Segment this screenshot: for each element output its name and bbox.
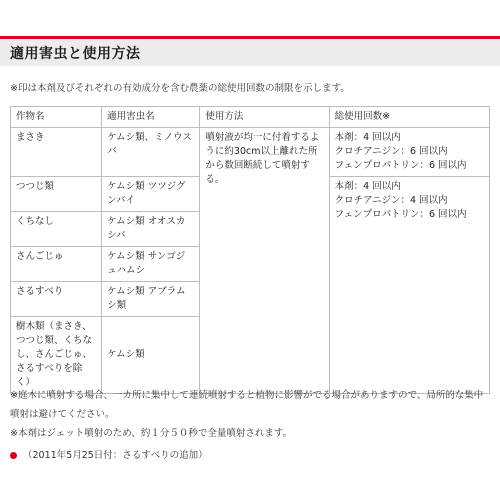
header-method: 使用方法 (200, 107, 329, 128)
header-total-count: 総使用回数※ (329, 107, 489, 128)
table-row (11, 128, 490, 177)
pest-cell: ケムシ類 サンゴジュハムシ (102, 247, 200, 282)
spray-caution-note: ※庭木に噴射する場合、一カ所に集中して連続噴射すると植物に影響がでる場合がありますので、局所的な集中噴射は避けてください。 (10, 390, 484, 420)
count-cell-group2 (329, 177, 489, 394)
crop-cell: まさき (11, 128, 102, 177)
crop-cell: 樹木類（まさき、つつじ類、くちなし、さんごじゅ、さるすべりを除く） (11, 317, 102, 394)
header-pest: 適用害虫名 (102, 107, 200, 128)
update-text: （2011年5月25日付：さるすべりの追加） (23, 450, 208, 461)
count-line: クロチアニジン：6 回以内 (334, 146, 448, 157)
method-cell (200, 128, 329, 394)
pest-cell: ケムシ類 ツツジグンバイ (102, 177, 200, 212)
method-text: 噴射液が均一に付着するように約30cm以上離れた所から数回断続して噴射する。 (205, 132, 320, 185)
section-title: 適用害虫と使用方法 (10, 46, 141, 62)
pest-cell: ケムシ類 オオスカシバ (102, 212, 200, 247)
crop-cell: くちなし (11, 212, 102, 247)
count-line: フェンプロパトリン：6 回以内 (334, 160, 467, 171)
count-line: フェンプロパトリン：6 回以内 (334, 209, 467, 220)
crop-cell: さんごじゅ (11, 247, 102, 282)
count-line: 本剤：4 回以内 (334, 132, 401, 143)
count-line: 本剤：4 回以内 (334, 181, 401, 192)
spray-duration-note: ※本剤はジェット噴射のため、約１分５０秒で全量噴射されます。 (10, 428, 293, 439)
pest-cell: ケムシ類 アブラムシ類 (102, 282, 200, 317)
usage-table (10, 106, 490, 394)
pest-cell: ケムシ類 (102, 317, 200, 394)
section-header (0, 36, 500, 66)
crop-cell: さるすべり (11, 282, 102, 317)
total-usage-note: ※印は本剤及びそれぞれの有効成分を含む農薬の総使用回数の制限を示します。 (10, 83, 350, 94)
crop-cell: つつじ類 (11, 177, 102, 212)
update-notice (10, 447, 490, 461)
table-header-row (11, 107, 490, 128)
bullet-icon (10, 452, 17, 459)
pest-cell: ケムシ類、ミノウスバ (102, 128, 200, 177)
count-line: クロチアニジン：4 回以内 (334, 195, 448, 206)
header-crop: 作物名 (11, 107, 102, 128)
bottom-notes (10, 386, 490, 443)
count-cell-group1 (329, 128, 489, 177)
